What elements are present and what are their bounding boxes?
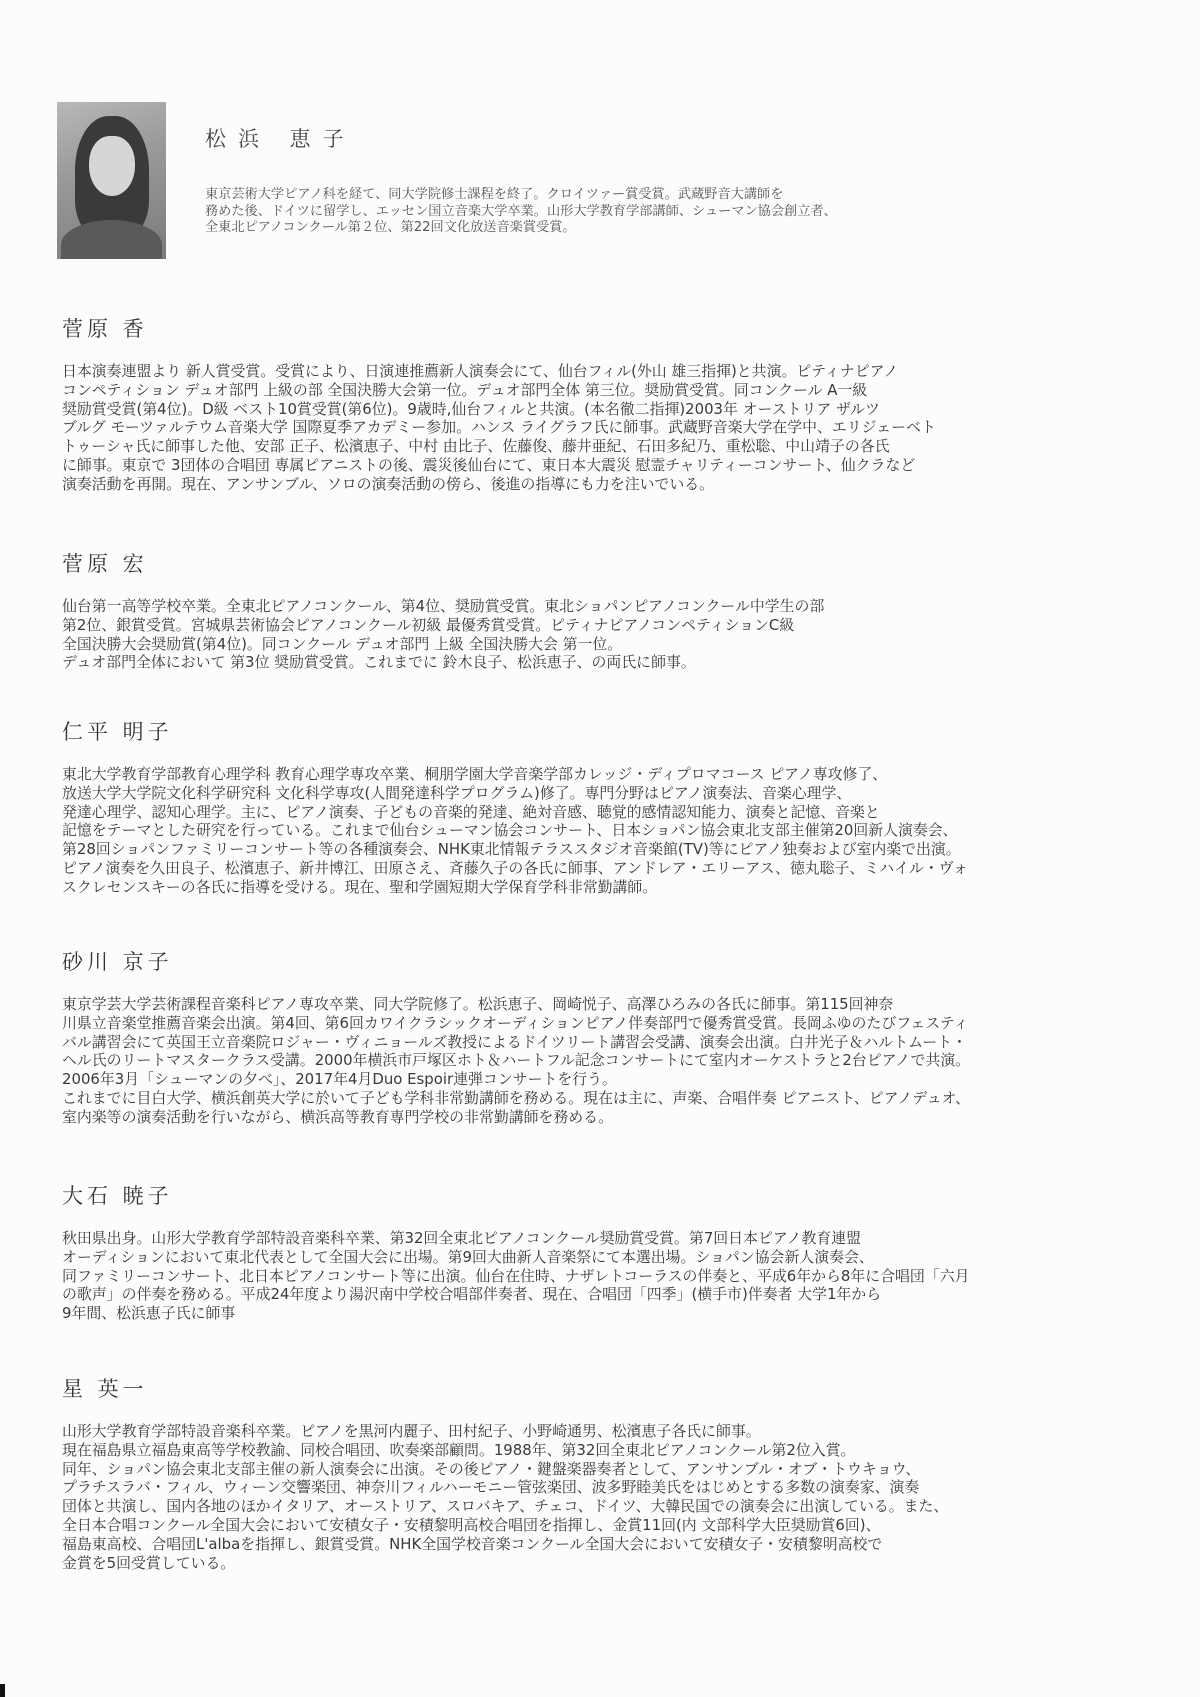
profile-name: 菅原 香 — [62, 317, 148, 341]
scan-edge-mark — [0, 1684, 5, 1697]
profile-line: 金賞を5回受賞している。 — [62, 1553, 236, 1572]
header-name: 松浜 恵子 — [205, 127, 356, 151]
profile-line: 第28回ショパンファミリーコンサート等の各種演奏会、NHK東北情報テラススタジオ音楽館(TV)等にピアノ独奏および室内楽で出演。 — [62, 840, 961, 859]
profile-line: 川県立音楽堂推薦音楽会出演。第4回、第6回カワイクラシックオーディションピアノ伴奏部門で優秀賞受賞。長岡ふゆのたびフェスティ — [62, 1013, 969, 1032]
profile-line: スクレセンスキーの各氏に指導を受ける。現在、聖和学園短期大学保育学科非常勤講師。 — [62, 877, 658, 896]
profile-body — [62, 1229, 1142, 1323]
profile-line: 秋田県出身。山形大学教育学部特設音楽科卒業、第32回全東北ピアノコンクール奨励賞受賞。第7回日本ピアノ教育連盟 — [62, 1229, 862, 1247]
profile-line: 2006年3月「シューマンの夕べ」、2017年4月Duo Espoir連弾コンサートを行う。 — [62, 1070, 617, 1089]
profile-line: 同年、ショパン協会東北支部主催の新人演奏会に出演。その後ピアノ・鍵盤楽器奏者として、アンサンブル・オブ・トウキョウ、 — [62, 1459, 921, 1478]
profile-line: の歌声」の伴奏を務める。平成24年度より湯沢南中学校合唱部伴奏者、現在、合唱団「四季」(横手市)伴奏者 大学1年から — [62, 1285, 882, 1304]
profile-line: ブルグ モーツァルテウム音楽大学 国際夏季アカデミー参加。ハンス ライグラフ氏に師事。武蔵野音楽大学在学中、エリジェーベト — [62, 418, 936, 437]
profile-section — [62, 313, 1142, 494]
profile-name: 仁平 明子 — [62, 720, 173, 744]
profile-section — [62, 1373, 1142, 1572]
profile-section — [62, 946, 1142, 1127]
profile-body — [62, 1422, 1142, 1572]
profile-name: 大石 暁子 — [62, 1184, 173, 1208]
profile-line: ピアノ演奏を久田良子、松濱恵子、新井博江、田原さえ、斉藤久子の各氏に師事、アンドレア・エリーアス、徳丸聡子、ミハイル・ヴォ — [62, 858, 968, 877]
profile-body — [62, 597, 1142, 672]
profile-line: 記憶をテーマとした研究を行っている。これまで仙台シューマン協会コンサート、日本ショパン協会東北支部主催第20回新人演奏会、 — [62, 821, 958, 840]
profile-line: 福島東高校、合唱団L'albaを指揮し、銀賞受賞。NHK全国学校音楽コンクール全国大会において安積女子・安積黎明高校で — [62, 1534, 883, 1553]
profile-line: 現在福島県立福島東高等学校教諭、同校合唱団、吹奏楽部顧問。1988年、第32回全東北ピアノコンクール第2位入賞。 — [62, 1440, 856, 1459]
profile-line: 東北大学教育学部教育心理学科 教育心理学専攻卒業、桐朋学園大学音楽学部カレッジ・ディプロマコース ピアノ専攻修了、 — [62, 765, 888, 783]
profile-name: 星 英一 — [62, 1377, 148, 1401]
profile-line: 山形大学教育学部特設音楽科卒業。ピアノを黒河内麗子、田村紀子、小野崎通男、松濱恵子各氏に師事。 — [62, 1422, 761, 1440]
profile-line: これまでに目白大学、横浜創英大学に於いて子ども学科非常勤講師を務める。現在は主に、声楽、合唱伴奏 ピアニスト、ピアノデュオ、 — [62, 1088, 970, 1107]
profile-line: コンペティション デュオ部門 上級の部 全国決勝大会第一位。デュオ部門全体 第三位。奨励賞受賞。同コンクール A一級 — [62, 380, 868, 399]
profile-section — [62, 1180, 1142, 1323]
profile-line: バル講習会にて英国王立音楽院ロジャー・ヴィニョールズ教授によるドイツリート講習会受講、演奏会出演。白井光子＆ハルトムート・ — [62, 1032, 967, 1051]
profile-body — [62, 362, 1142, 494]
profile-line: プラチスラバ・フィル、ウィーン交響楽団、神奈川フィルハーモニー管弦楽団、波多野睦美氏をはじめとする多数の演奏家、演奏 — [62, 1478, 920, 1497]
profile-section — [62, 716, 1142, 897]
profile-line: に師事。東京で 3団体の合唱団 専属ピアニストの後、震災後仙台にて、東日本大震災 慰霊チャリティーコンサート、仙クラなど — [62, 455, 916, 474]
profile-name: 菅原 宏 — [62, 552, 148, 576]
profile-line: 同ファミリーコンサート、北日本ピアノコンサート等に出演。仙台在住時、ナザレトコーラスの伴奏と、平成6年から8年に合唱団「六月 — [62, 1266, 970, 1285]
profile-name: 砂川 京子 — [62, 950, 173, 974]
profile-line: トゥーシャ氏に師事した他、安部 正子、松濱恵子、中村 由比子、佐藤俊、藤井亜紀、石田多紀乃、重松聡、中山靖子の各氏 — [62, 437, 890, 456]
profile-line: 奨励賞受賞(第4位)。D級 ベスト10賞受賞(第6位)。9歳時,仙台フィルと共演。(本名徹二指揮)2003年 オーストリア ザルツ — [62, 399, 880, 418]
profile-line: 放送大学大学院文化科学研究科 文化科学専攻(人間発達科学プログラム)修了。専門分野はピアノ演奏法、音楽心理学、 — [62, 783, 852, 802]
header-bio-line: 全東北ピアノコンクール第２位、第22回文化放送音楽賞受賞。 — [205, 220, 576, 235]
profile-line: 室内楽等の演奏活動を行いながら、横浜高等教育専門学校の非常勤講師を務める。 — [62, 1107, 613, 1126]
profile-line: デュオ部門全体において 第3位 奨励賞受賞。これまでに 鈴木良子、松浜恵子、の両氏に師事。 — [62, 653, 696, 672]
header-bio-line: 東京芸術大学ピアノ科を経て、同大学院修士課程を終了。クロイツァー賞受賞。武蔵野音大講師を — [205, 187, 784, 202]
header-bio — [205, 187, 1135, 237]
profile-body — [62, 765, 1142, 897]
portrait-face — [89, 136, 135, 196]
profile-line: 全日本合唱コンクール全国大会において安積女子・安積黎明高校合唱団を指揮し、金賞11回(内 文部科学大臣奨励賞6回)、 — [62, 1515, 881, 1534]
profile-line: オーディションにおいて東北代表として全国大会に出場。第9回大曲新人音楽祭にて本選出場。ショパン協会新人演奏会、 — [62, 1247, 874, 1266]
profile-line: 東京学芸大学芸術課程音楽科ピアノ専攻卒業、同大学院修了。松浜恵子、岡崎悦子、高澤ひろみの各氏に師事。第115回神奈 — [62, 995, 894, 1013]
portrait-shoulders — [61, 220, 162, 259]
profile-line: 日本演奏連盟より 新人賞受賞。受賞により、日演連推薦新人演奏会にて、仙台フィル(外山 雄三指揮)と共演。ピティナピアノ — [62, 362, 899, 380]
profile-line: 第2位、銀賞受賞。宮城県芸術協会ピアノコンクール初級 最優秀賞受賞。ピティナピアノコンペティションC級 — [62, 615, 795, 634]
profile-section — [62, 548, 1142, 672]
profile-line: 全国決勝大会奨励賞(第4位)。同コンクール デュオ部門 上級 全国決勝大会 第一位。 — [62, 634, 623, 653]
header-bio-line: 務めた後、ドイツに留学し、エッセン国立音楽大学卒業。山形大学教育学部講師、シューマン協会創立者、 — [205, 203, 837, 219]
profile-line: 仙台第一高等学校卒業。全東北ピアノコンクール、第4位、奨励賞受賞。東北ショパンピアノコンクール中学生の部 — [62, 597, 825, 615]
profile-line: ヘル氏のリートマスタークラス受講。2000年横浜市戸塚区ホト＆ハートフル記念コンサートにて室内オーケストラと2台ピアノで共演。 — [62, 1051, 971, 1070]
profile-line: 9年間、松浜恵子氏に師事 — [62, 1304, 236, 1323]
profile-line: 団体と共演し、国内各地のほかイタリア、オーストリア、スロバキア、チェコ、ドイツ、大韓民国での演奏会に出演している。また、 — [62, 1497, 949, 1516]
profile-line: 演奏活動を再開。現在、アンサンブル、ソロの演奏活動の傍ら、後進の指導にも力を注いでいる。 — [62, 474, 715, 493]
portrait-photo — [57, 102, 166, 259]
profile-line: 発達心理学、認知心理学。主に、ピアノ演奏、子どもの音楽的発達、絶対音感、聴覚的感情認知能力、演奏と記憶、音楽と — [62, 802, 880, 821]
profile-body — [62, 995, 1142, 1127]
